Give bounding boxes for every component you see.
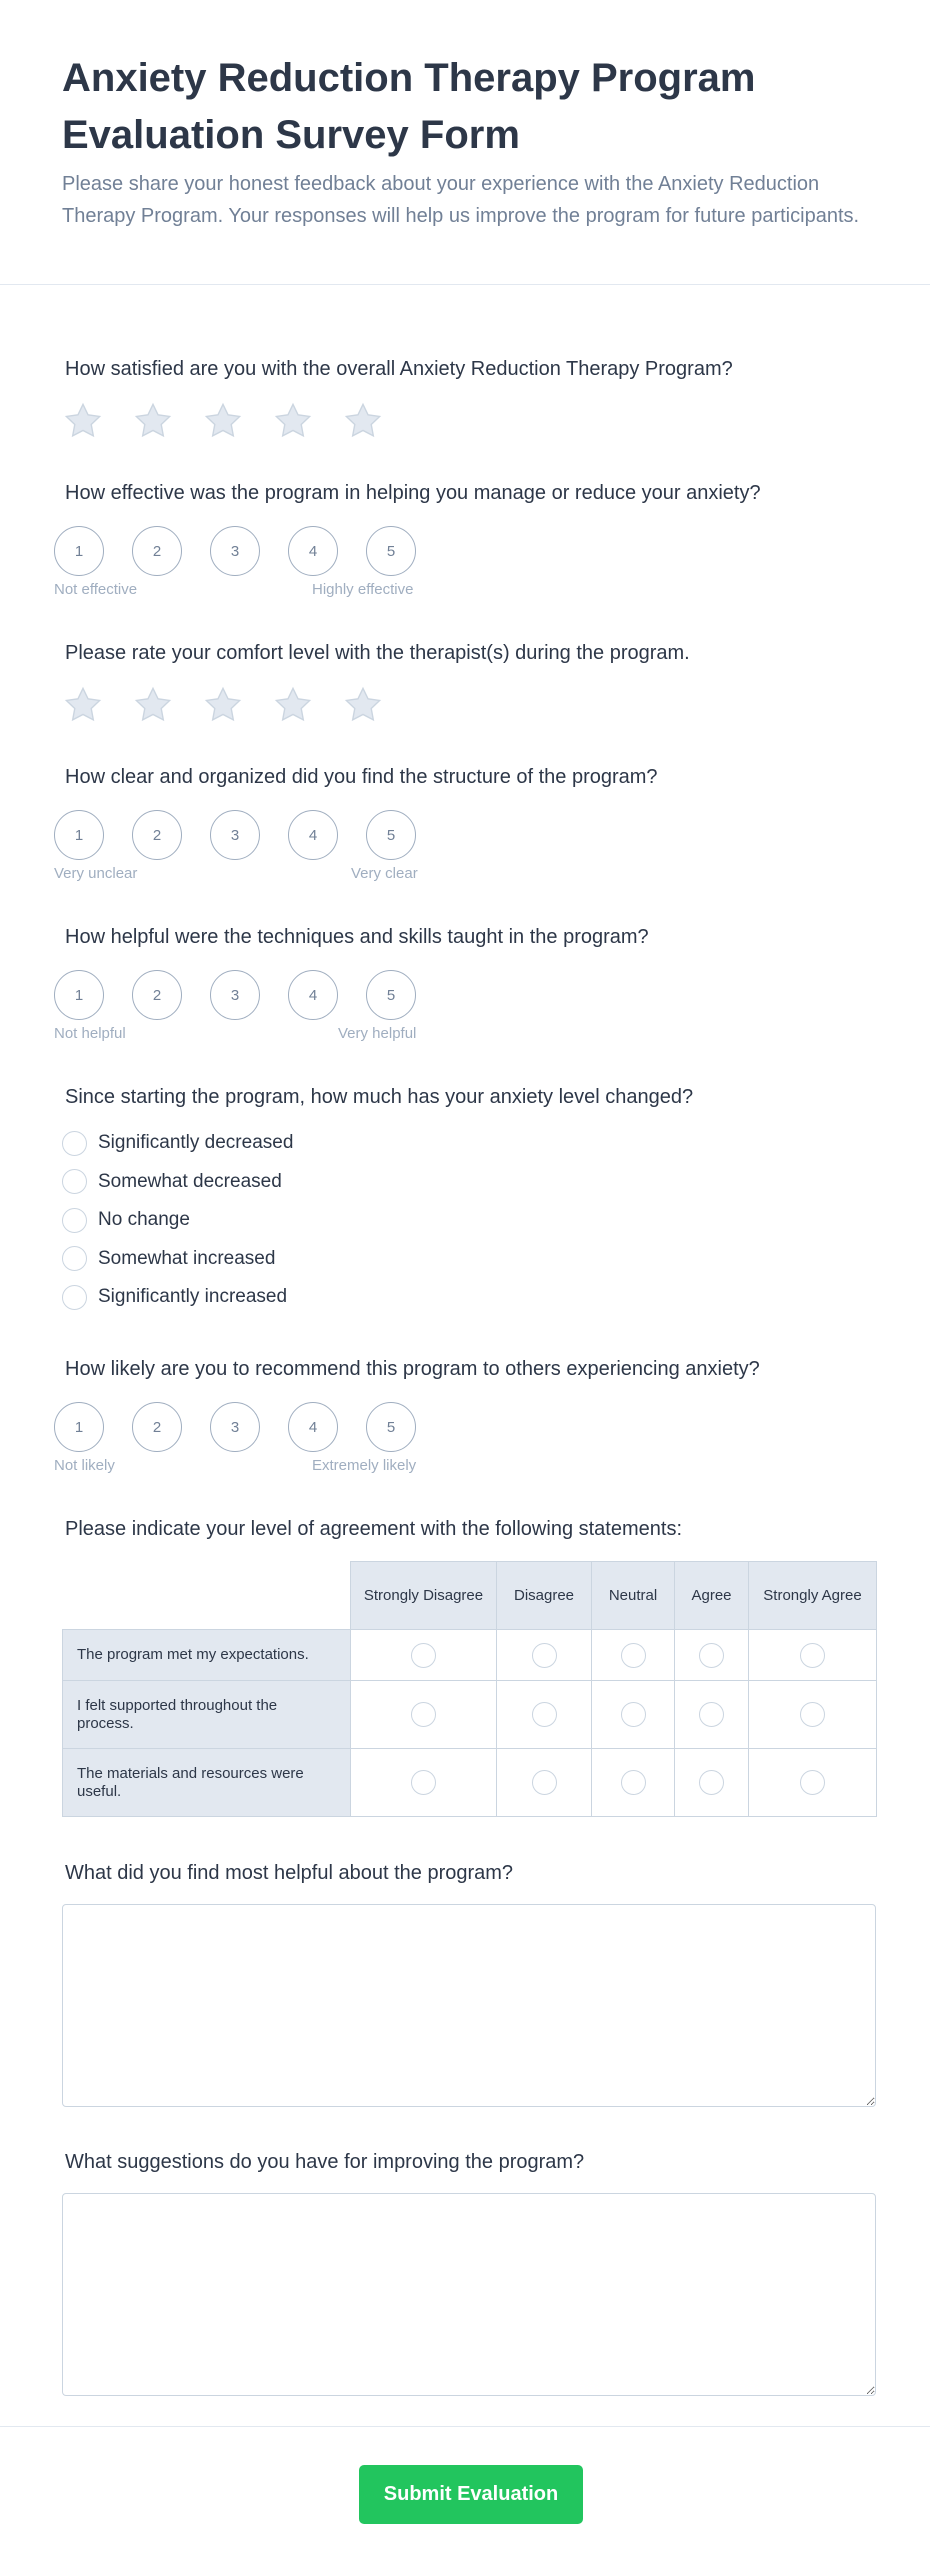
radio-button[interactable] <box>411 1702 436 1727</box>
matrix-cell[interactable] <box>675 1630 749 1681</box>
scale-max-label: Very clear <box>351 865 418 882</box>
matrix-column-header: Strongly Disagree <box>351 1562 497 1630</box>
scale-option[interactable]: 1 <box>54 1402 104 1452</box>
matrix-cell[interactable] <box>592 1749 675 1817</box>
scale-option[interactable]: 4 <box>288 1402 338 1452</box>
question-agreement-matrix: Please indicate your level of agreement with the following statements: <box>65 1518 683 1540</box>
question-most-helpful: What did you find most helpful about the program? <box>65 1862 514 1884</box>
matrix-column-header: Strongly Agree <box>749 1562 877 1630</box>
submit-button[interactable]: Submit Evaluation <box>359 2465 583 2524</box>
star-icon[interactable] <box>202 684 244 726</box>
scale-option[interactable]: 3 <box>210 970 260 1020</box>
scale-min-label: Very unclear <box>54 865 138 882</box>
scale-option[interactable]: 1 <box>54 526 104 576</box>
radio-button[interactable] <box>62 1131 87 1156</box>
star-icon[interactable] <box>62 684 104 726</box>
scale-option[interactable]: 4 <box>288 810 338 860</box>
radio-button[interactable] <box>800 1643 825 1668</box>
matrix-cell[interactable] <box>592 1630 675 1681</box>
matrix-statement: The program met my expectations. <box>63 1630 351 1681</box>
question-therapist-comfort: Please rate your comfort level with the therapist(s) during the program. <box>65 642 690 664</box>
radio-label: No change <box>98 1209 190 1231</box>
question-structure-clarity: How clear and organized did you find the structure of the program? <box>65 766 658 788</box>
scale-structure-clarity <box>54 810 416 860</box>
radio-label: Significantly decreased <box>98 1132 294 1154</box>
matrix-cell[interactable] <box>351 1630 497 1681</box>
scale-option[interactable]: 1 <box>54 810 104 860</box>
scale-min-label: Not likely <box>54 1457 115 1474</box>
scale-option[interactable]: 3 <box>210 1402 260 1452</box>
footer-divider <box>0 2426 930 2427</box>
matrix-cell[interactable] <box>749 1749 877 1817</box>
scale-max-label: Highly effective <box>312 581 414 598</box>
scale-option[interactable]: 5 <box>366 970 416 1020</box>
matrix-corner <box>63 1562 351 1630</box>
star-rating-therapist <box>62 684 384 726</box>
matrix-cell[interactable] <box>497 1749 592 1817</box>
matrix-column-header: Disagree <box>497 1562 592 1630</box>
matrix-row <box>63 1681 877 1749</box>
star-icon[interactable] <box>272 400 314 442</box>
radio-button[interactable] <box>62 1246 87 1271</box>
star-icon[interactable] <box>132 400 174 442</box>
radio-group-anxiety-change <box>62 1124 293 1317</box>
scale-option[interactable]: 5 <box>366 810 416 860</box>
radio-button[interactable] <box>800 1702 825 1727</box>
scale-option[interactable]: 4 <box>288 970 338 1020</box>
agreement-matrix <box>62 1561 877 1817</box>
scale-option[interactable]: 3 <box>210 810 260 860</box>
radio-button[interactable] <box>62 1169 87 1194</box>
radio-button[interactable] <box>62 1285 87 1310</box>
radio-button[interactable] <box>532 1770 557 1795</box>
scale-min-label: Not helpful <box>54 1025 126 1042</box>
radio-option[interactable] <box>62 1278 293 1317</box>
radio-button[interactable] <box>532 1702 557 1727</box>
scale-option[interactable]: 5 <box>366 526 416 576</box>
star-icon[interactable] <box>342 400 384 442</box>
radio-label: Significantly increased <box>98 1286 288 1308</box>
scale-option[interactable]: 2 <box>132 970 182 1020</box>
radio-button[interactable] <box>532 1643 557 1668</box>
suggestions-textarea[interactable] <box>62 2193 876 2396</box>
radio-button[interactable] <box>621 1770 646 1795</box>
scale-max-label: Very helpful <box>338 1025 417 1042</box>
radio-button[interactable] <box>800 1770 825 1795</box>
matrix-cell[interactable] <box>351 1681 497 1749</box>
most-helpful-textarea[interactable] <box>62 1904 876 2107</box>
page-title: Anxiety Reduction Therapy Program Evaluation Survey Form <box>62 56 756 157</box>
page-description: Please share your honest feedback about your experience with the Anxiety Reduction Therapy Program. Your responses will help us improve the program for future participants. <box>62 173 860 227</box>
matrix-cell[interactable] <box>592 1681 675 1749</box>
question-overall-satisfaction: How satisfied are you with the overall Anxiety Reduction Therapy Program? <box>65 358 733 380</box>
radio-button[interactable] <box>621 1643 646 1668</box>
scale-recommend <box>54 1402 416 1452</box>
scale-option[interactable]: 3 <box>210 526 260 576</box>
radio-label: Somewhat increased <box>98 1247 276 1269</box>
question-anxiety-change: Since starting the program, how much has your anxiety level changed? <box>65 1086 694 1108</box>
scale-min-label: Not effective <box>54 581 138 598</box>
star-icon[interactable] <box>62 400 104 442</box>
matrix-statement: I felt supported throughout the process. <box>63 1681 351 1749</box>
matrix-cell[interactable] <box>749 1681 877 1749</box>
star-icon[interactable] <box>202 400 244 442</box>
scale-option[interactable]: 2 <box>132 810 182 860</box>
matrix-statement: The materials and resources were useful. <box>63 1749 351 1817</box>
survey-header <box>0 0 930 285</box>
scale-max-label: Extremely likely <box>312 1457 417 1474</box>
radio-button[interactable] <box>621 1702 646 1727</box>
radio-button[interactable] <box>699 1770 724 1795</box>
matrix-cell[interactable] <box>497 1630 592 1681</box>
radio-label: Somewhat decreased <box>98 1170 282 1192</box>
matrix-cell[interactable] <box>749 1630 877 1681</box>
question-recommend: How likely are you to recommend this program to others experiencing anxiety? <box>65 1358 760 1380</box>
star-icon[interactable] <box>272 684 314 726</box>
matrix-row <box>63 1630 877 1681</box>
radio-option[interactable] <box>62 1124 293 1163</box>
radio-option[interactable] <box>62 1163 293 1202</box>
scale-option[interactable]: 4 <box>288 526 338 576</box>
question-techniques-helpfulness: How helpful were the techniques and skills taught in the program? <box>65 926 649 948</box>
star-icon[interactable] <box>132 684 174 726</box>
scale-option[interactable]: 2 <box>132 1402 182 1452</box>
radio-button[interactable] <box>699 1702 724 1727</box>
matrix-column-header: Agree <box>675 1562 749 1630</box>
radio-option[interactable] <box>62 1240 293 1279</box>
matrix-cell[interactable] <box>675 1749 749 1817</box>
matrix-column-header: Neutral <box>592 1562 675 1630</box>
radio-option[interactable] <box>62 1201 293 1240</box>
scale-effectiveness <box>54 526 416 576</box>
radio-button[interactable] <box>62 1208 87 1233</box>
scale-option[interactable]: 2 <box>132 526 182 576</box>
matrix-cell[interactable] <box>497 1681 592 1749</box>
radio-button[interactable] <box>699 1643 724 1668</box>
radio-button[interactable] <box>411 1770 436 1795</box>
matrix-cell[interactable] <box>351 1749 497 1817</box>
matrix-cell[interactable] <box>675 1681 749 1749</box>
question-effectiveness: How effective was the program in helping you manage or reduce your anxiety? <box>65 482 761 504</box>
radio-button[interactable] <box>411 1643 436 1668</box>
scale-techniques-helpfulness <box>54 970 416 1020</box>
star-rating-overall <box>62 400 384 442</box>
scale-option[interactable]: 1 <box>54 970 104 1020</box>
scale-option[interactable]: 5 <box>366 1402 416 1452</box>
matrix-row <box>63 1749 877 1817</box>
star-icon[interactable] <box>342 684 384 726</box>
question-suggestions: What suggestions do you have for improving the program? <box>65 2151 585 2173</box>
